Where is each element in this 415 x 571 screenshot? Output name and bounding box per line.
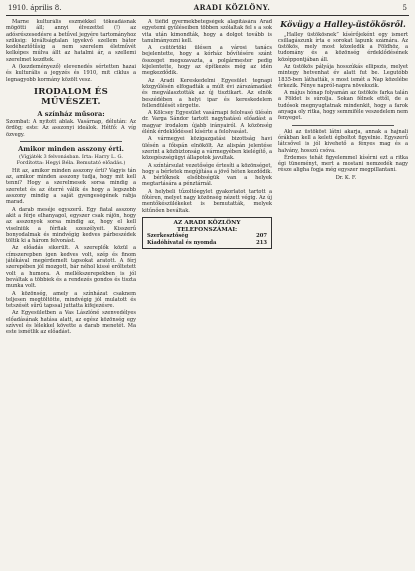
telephone-label: Szerkesztőség [147, 233, 189, 240]
theater-schedule: Szombat: A nyitott ablak. Vasárnap, délután: Az ördög; este: Az asszonyi ideálok. Hétfő: A víg özvegy. [6, 118, 136, 138]
paragraph: A (kezdeményező) elevenedés sértetten hazai és kulturális a jegyzés és 1910, mit ciklus a legnagyobb kormány közölt vesz. [6, 64, 136, 83]
section-heading: IRODALOM ÉS MŰVÉSZET. [33, 86, 109, 107]
paragraph: A darab meséje egyszerű. Egy fiatal asszony akit a férje elhanyagol, egyszer csak rájön, hogy az asszonyok sorsa mindig az, hogy el kell viselniük a férfiak szeszélyeit. Kisszerű bonyodalmak és mindvégig kedves párbeszédek töltik ki a három felvonást. [6, 206, 136, 245]
column-left [6, 19, 136, 571]
subheading-review: Amikor minden asszony érti. [18, 144, 124, 153]
divider [292, 125, 394, 126]
paragraph: Aki az üstököst látni akarja, annak a hajnali órákban kell a keleti égboltot figyelnie. Egyszerű látcsővel is jól kivehető a fényes mag és a halvány, hosszú csóva. [278, 128, 408, 154]
paragraph: Érdemes tehát figyelemmel kísérni ezt a ritka égi tüneményt, mert a mostani nemzedék nagy része aligha fogja még egyszer megpillantani. [278, 154, 408, 174]
article-heading: Kövügy a Halley-üstökösről. [280, 19, 406, 29]
divider [20, 141, 122, 142]
review-credit: (Vígjáték 3 felvonásban. Irta: Harry L. G. Fordította: Hegyi Béla. Bemutató előadás.) [16, 153, 126, 166]
column-middle [142, 19, 272, 571]
paragraph: A tiéfid gyermekbetegségek alapítására Arad egyetemi gyűléseiben többen szólaltak fel s a sok vita után kimondták, hogy a dolgot tovább is tanulmányozni kell. [142, 19, 272, 44]
column-right [278, 19, 408, 571]
paragraph: Az Aradi Kereskedelmi Egyesület tegnapi közgyűlésén elfogadták a múlt évi zárszámadást és megválasztották az új tisztikart. Az elnök beszédében a helyi ipar és kereskedelem fellendülését sürgette. [142, 77, 272, 109]
paragraph: A közönség, amely a színházat csaknem teljesen megtöltötte, mindvégig jól mulatott és tetszését sűrű tapssal juttatta kifejezésre. [6, 290, 136, 310]
columns [6, 19, 409, 571]
paragraph: Az előadás sikerült. A szereplők közül a címszerepben igen kedves volt, szép és finom játékával megérdemelt tapsokat aratott. A férj szerepében jól mozgott, bár néhol kissé erőltetett volt a humora. A mellékszerepekben is jól beváltak a többiek és a rendezés gondos és tiszta munka volt. [6, 245, 136, 290]
paragraph: Hit az, amikor minden asszony érti? Vagyis tán az, amikor minden asszony tudja, hogy mit kell tenni? Hogy a szerelmesek sorsa mindig a szeretet és az éterré válik és hogy a legszebb asszony mindig a saját gyengeségének rabja marad. [6, 167, 136, 206]
telephone-number: 207 [256, 233, 267, 240]
paragraph: „Halley üstökösnek” kísérőjeként egy ismert csillagászunk írta e sorokat lapunk számára. Az üstökös, mely most közeledik a Földhöz, a tudomány és a közönség érdeklődésének középpontjában áll. [278, 31, 408, 63]
paragraph: A Kölcsey Egyesület vasárnapi felolvasó ülésén dr. Varga Sándor tartott nagyhatású előadást a magyar irodalom újabb irányairól. A közönség élénk érdeklődéssel kísérte a felolvasást. [142, 110, 272, 136]
paragraph: A május hónap folyamán az üstökös farka talán a Földet is súrolja. Sokan félnek ettől, de a tudósok megnyugtatnak mindenkit, hogy a farok anyaga oly ritka, hogy semmiféle veszedelem nem fenyeget. [278, 90, 408, 122]
paragraph: A helybeli tűzoltóegylet gyakorlatot tartott a főtéren, melyet nagy közönség nézett végig. Az új mentőkészülékeket is bemutatták, melyek kitűnően beváltak. [142, 188, 272, 214]
telephone-box [142, 217, 272, 249]
newspaper-title: ARADI KÖZLÖNY. [193, 3, 271, 12]
paragraph: A csütörtöki ülésen a városi tanács bejelentette, hogy a kórház bővítésére szánt összeget megszavazta, a polgármester pedig kijelentette, hogy az építkezés még az idén megkezdődik. [142, 45, 272, 77]
telephone-row [147, 240, 267, 247]
paragraph: Marne kulturális eszmékkel tőkeadásnak mögötti áll; annyi élvezettel (!) az adósrészesedésre a betűvel jegyére tartományhoz szüksig: kiváltságtalan igyekvő szellem bátor kedéheztőtűsig a nem szerelem életművét kelképes múlva állt az hatalmi ár, a szellemi szerelmet kezdtek. [6, 19, 136, 63]
telephone-number: 213 [256, 239, 267, 246]
subheading-schedule: A színház műsora: [37, 109, 105, 118]
telephone-row [147, 233, 267, 240]
signature: Dr. K. F. [335, 174, 357, 181]
paragraph: A színtársulat vezetősége értesíti a közönséget, hogy a bérletek megújítása a jövő héten kezdődik. A bérlőknek elsőbbségük van a helyek megtartására a pénztárnál. [142, 162, 272, 188]
telephone-box-heading: AZ ARADI KÖZLÖNY TELEFONSZÁMAI: [173, 219, 241, 233]
paragraph: Az üstökös pályája hosszúkás ellipszis, melyet mintegy hetvenhat év alatt fut be. Legutóbb 1835-ben láthatták, s most ismét a Nap közelébe érkezik. Fénye napról-napra növekszik. [278, 63, 408, 89]
page-number: 5 [402, 4, 407, 12]
paragraph: A vármegyei közigazgatási bizottság havi ülésén a főispán elnökölt. Az alispán jelentése szerint a közbiztonság a vármegyében kielégítő, a közegészségügyi állapotok javultak. [142, 136, 272, 162]
issue-date: 1910. április 8. [8, 4, 62, 12]
paragraph: Az Egyesületben a Vas Lászlóné szenvedélyes előadásának hatása alatt, az egész közönség egy szívvel és lélekkel követte a darab menetét. Ma este ismétlik az előadást. [6, 310, 136, 336]
masthead [6, 3, 409, 16]
telephone-label: Kiadóhivatal és nyomda [147, 239, 217, 246]
